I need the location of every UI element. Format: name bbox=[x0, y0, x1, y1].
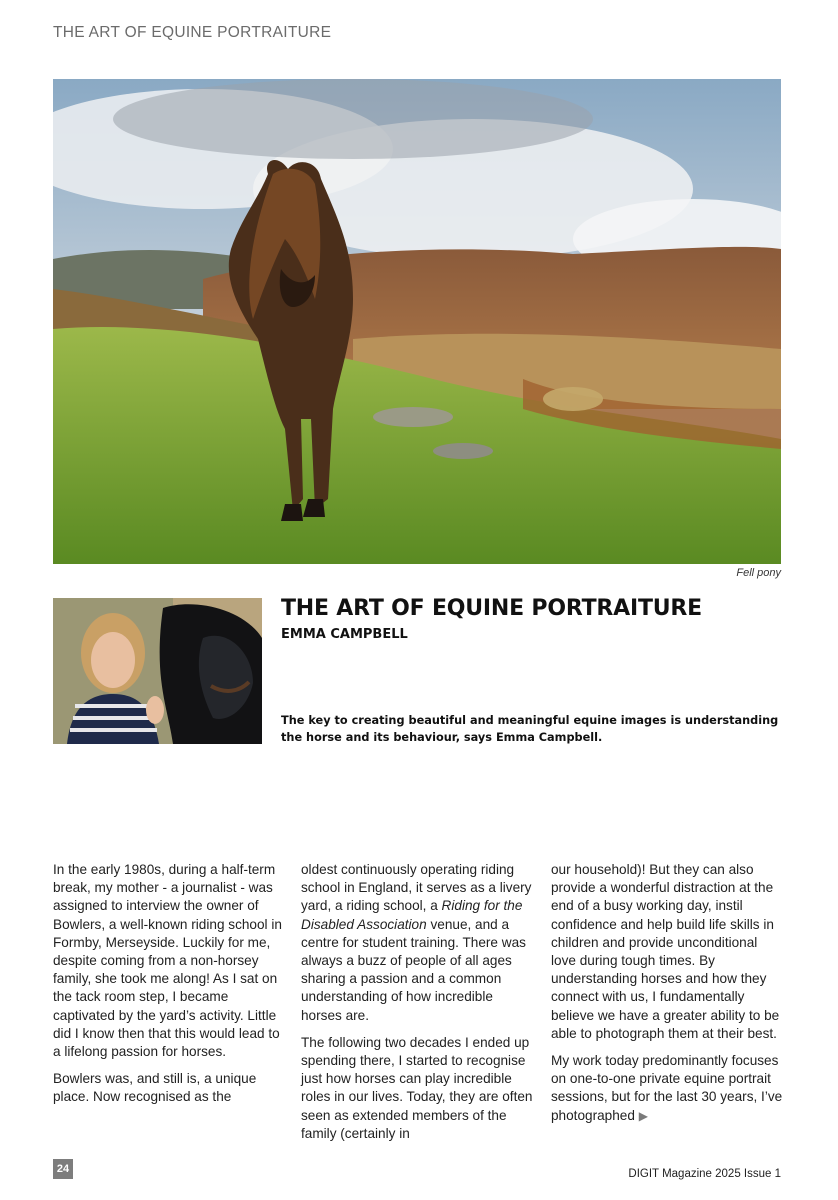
col3-paragraph-2 bbox=[551, 1052, 783, 1125]
standfirst: The key to creating beautiful and meaningful equine images is understanding the horse and its behaviour, says Emma Campbell. bbox=[281, 714, 779, 744]
article-title: THE ART OF EQUINE PORTRAITURE bbox=[281, 596, 702, 621]
author-portrait-illustration bbox=[53, 598, 262, 744]
body-column-2 bbox=[301, 861, 533, 1152]
author-byline: EMMA CAMPBELL bbox=[281, 627, 408, 642]
hero-photo-fell-pony bbox=[53, 79, 781, 564]
body-column-3 bbox=[551, 861, 783, 1134]
hero-caption: Fell pony bbox=[736, 567, 781, 579]
body-column-1 bbox=[53, 861, 285, 1116]
author-portrait-photo bbox=[53, 598, 262, 744]
running-head: THE ART OF EQUINE PORTRAITURE bbox=[53, 24, 332, 41]
col2-p1-italic-org: Riding for the Disabled Association bbox=[301, 898, 523, 932]
col2-paragraph-1 bbox=[301, 861, 533, 1025]
col2-p1-text-end: venue, and a centre for student training. There was always a buzz of people of all ages sharing a passion and a common understanding of how incredible horses are. bbox=[301, 916, 526, 1023]
col1-paragraph-1: In the early 1980s, during a half-term break, my mother - a journalist - was assigned to interview the owner of Bowlers, a well-known riding school in Formby, Merseyside. Luckily for me, despite coming from a non-horsey family, she took me along! As I sat on the tack room step, I became captivated by the yard’s activity. Little did I know then that this would lead to a lifelong passion for horses. bbox=[53, 862, 282, 1060]
page-number: 24 bbox=[53, 1159, 73, 1179]
continue-arrow-icon: ▶ bbox=[638, 1108, 648, 1123]
col2-p1-text-start: oldest continuously operating riding school in England, it serves as a livery yard, a riding school, a bbox=[301, 862, 532, 914]
col3-paragraph-1: our household)! But they can also provide a wonderful distraction at the end of a busy working day, instil confidence and help build life skills in children and provide unconditional love during tough times. By understanding horses and how they connect with us, I fundamentally believe we have a greater ability to be able to photograph them at their best. bbox=[551, 862, 780, 1041]
footer-publication-credit: DIGIT Magazine 2025 Issue 1 bbox=[628, 1168, 781, 1180]
hero-photo-illustration bbox=[53, 79, 781, 564]
col2-paragraph-2: The following two decades I ended up spending there, I started to recognise just how horses can play incredible roles in our lives. Today, they are often seen as extended members of the family (certainly in bbox=[301, 1034, 533, 1141]
col3-p2-text: My work today predominantly focuses on one-to-one private equine portrait sessions, but for the last 30 years, I’ve photographed bbox=[551, 1053, 783, 1123]
col1-paragraph-2: Bowlers was, and still is, a unique place. Now recognised as the bbox=[53, 1071, 257, 1105]
